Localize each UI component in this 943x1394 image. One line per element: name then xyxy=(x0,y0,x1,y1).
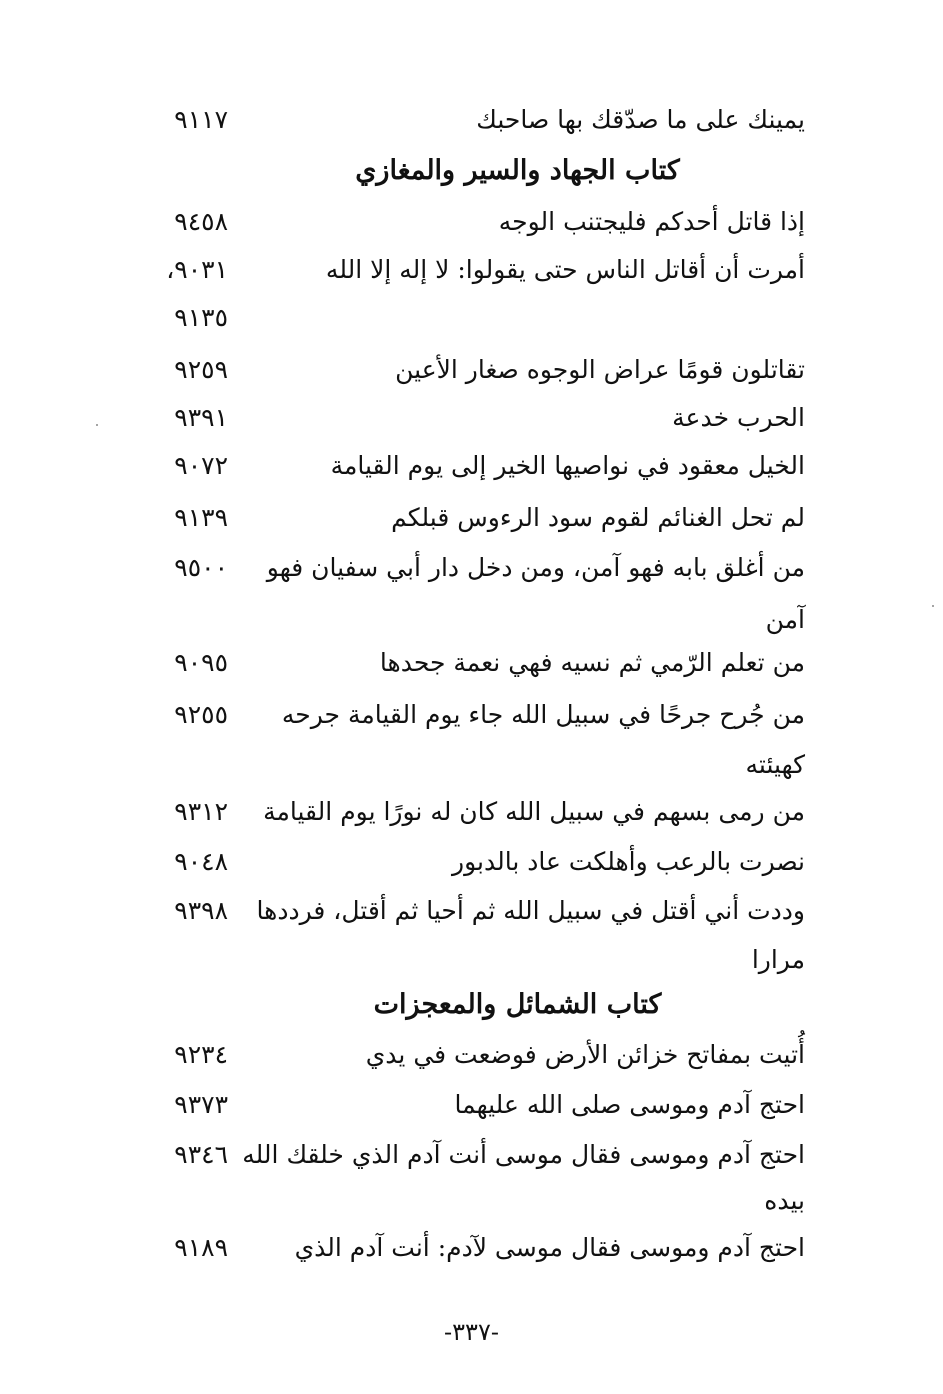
entry-text: نصرت بالرعب وأهلكت عاد بالدبور xyxy=(452,847,805,876)
entry-text-continuation: كهيئته xyxy=(745,750,805,779)
entry-number: ٩٣٩١ xyxy=(174,403,228,432)
entry-text: من أغلق بابه فهو آمن، ومن دخل دار أبي سفيان فهو xyxy=(266,553,805,582)
entry-text: احتج آدم وموسى فقال موسى لآدم: أنت آدم الذي xyxy=(294,1233,805,1262)
entry-number: ٩٢٥٩ xyxy=(174,355,228,384)
entry-number: ٩٢٣٤ xyxy=(174,1040,228,1069)
entry-text: أُتيت بمفاتح خزائن الأرض فوضعت في يدي xyxy=(365,1040,805,1069)
entry-number: ٩٣١٢ xyxy=(174,797,228,826)
entry-text: من رمى بسهم في سبيل الله كان له نورًا يوم القيامة xyxy=(263,797,805,826)
entry-text: إذا قاتل أحدكم فليجتنب الوجه xyxy=(498,207,805,236)
entry-text: لم تحل الغنائم لقوم سود الرءوس قبلكم xyxy=(391,503,805,532)
entry-text: احتج آدم وموسى فقال موسى أنت آدم الذي خلقك الله xyxy=(242,1140,805,1169)
entry-text: أمرت أن أقاتل الناس حتى يقولوا: لا إله إلا الله xyxy=(325,255,805,284)
entry-number: ٩١٨٩ xyxy=(174,1233,228,1262)
scan-speck xyxy=(96,424,98,426)
entry-text-continuation: مرارا xyxy=(751,945,805,974)
entry-number: ٩٠٤٨ xyxy=(174,847,228,876)
entry-text: وددت أني أقتل في سبيل الله ثم أحيا ثم أقتل، فرددها xyxy=(256,896,805,925)
entry-text: الخيل معقود في نواصيها الخير إلى يوم القيامة xyxy=(330,451,805,480)
entry-number: ٩٠٧٢ xyxy=(174,451,228,480)
section-heading: كتاب الجهاد والسير والمغازي xyxy=(355,155,680,186)
entry-text: من تعلم الرّمي ثم نسيه فهي نعمة جحدها xyxy=(379,648,805,677)
entry-number: ٩٣٧٣ xyxy=(174,1090,228,1119)
entry-number: ٩٠٣١، xyxy=(166,255,228,284)
entry-number: ٩١٣٥ xyxy=(174,303,228,332)
entry-text: احتج آدم وموسى صلى الله عليهما xyxy=(454,1090,805,1119)
entry-text: الحرب خدعة xyxy=(672,403,805,432)
entry-text: يمينك على ما صدّقك بها صاحبك xyxy=(476,105,805,134)
entry-number: ٩٠٩٥ xyxy=(174,648,228,677)
entry-number: ٩١٣٩ xyxy=(174,503,228,532)
entry-number: ٩٣٩٨ xyxy=(174,896,228,925)
section-heading: كتاب الشمائل والمعجزات xyxy=(373,989,662,1020)
entry-number: ٩٤٥٨ xyxy=(174,207,228,236)
page-number: -٣٣٧- xyxy=(444,1318,499,1346)
entry-number: ٩٢٥٥ xyxy=(174,700,228,729)
entry-text: تقاتلون قومًا عراض الوجوه صغار الأعين xyxy=(395,355,805,384)
entry-number: ٩١١٧ xyxy=(174,105,228,134)
scan-speck xyxy=(932,605,934,607)
entry-text-continuation: آمن xyxy=(765,605,805,634)
entry-number: ٩٣٤٦ xyxy=(174,1140,228,1169)
entry-text-continuation: بيده xyxy=(764,1186,805,1215)
entry-text: من جُرح جرحًا في سبيل الله جاء يوم القيامة جرحه xyxy=(281,700,805,729)
entry-number: ٩٥٠٠ xyxy=(174,553,228,582)
